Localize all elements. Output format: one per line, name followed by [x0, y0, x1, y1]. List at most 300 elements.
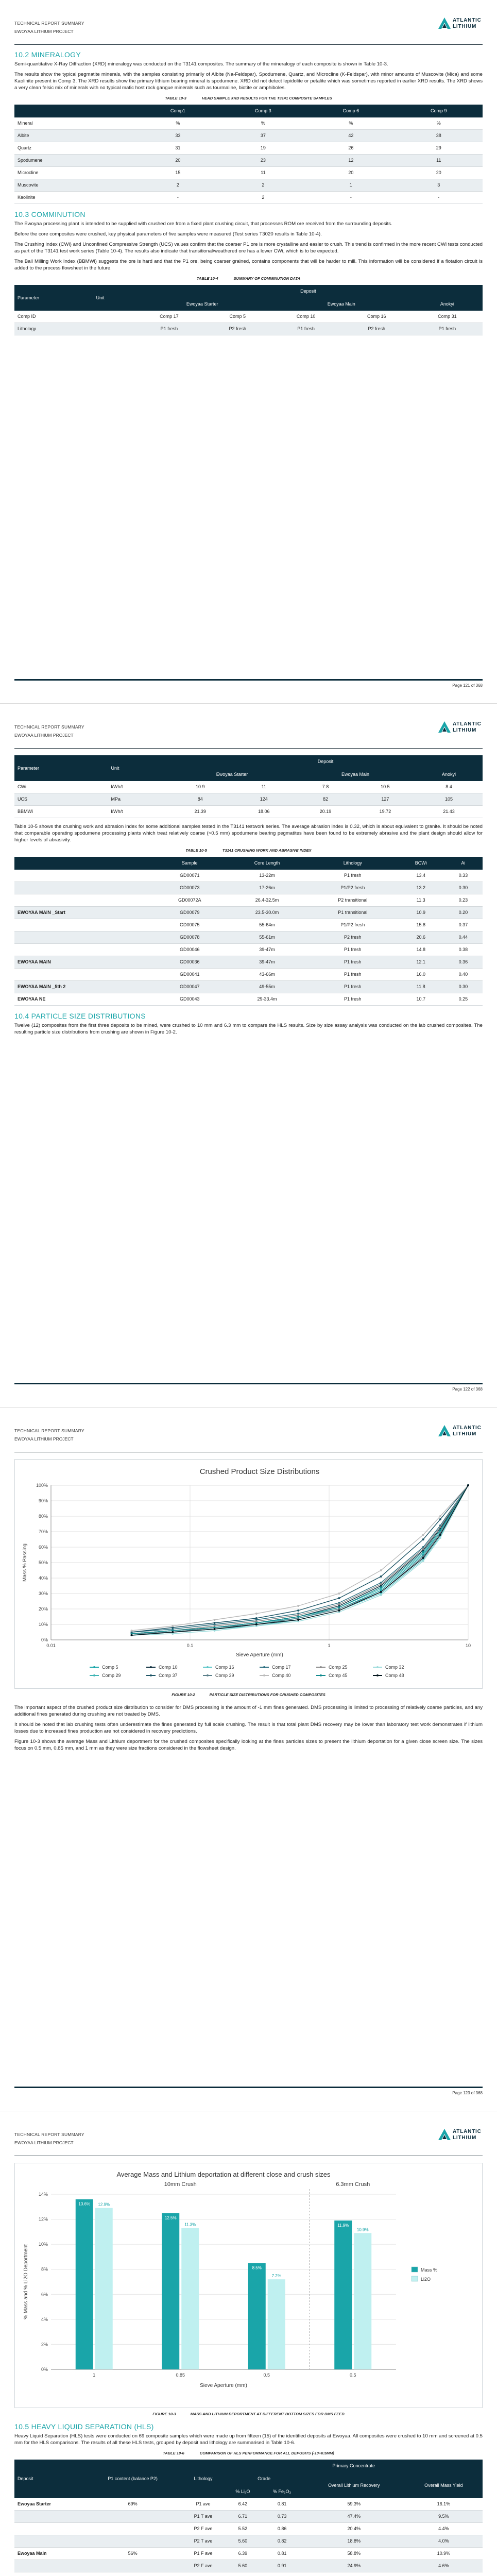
table-cell: 55-64m: [227, 919, 307, 931]
table-cell: [14, 944, 152, 956]
data-label-li2o: 12.9%: [98, 2202, 110, 2207]
table-cell: 84: [168, 793, 232, 806]
table-cell: 10.7: [398, 993, 444, 1006]
table-cell: P2 F ave: [181, 2560, 225, 2572]
y-tick-label: 40%: [38, 1575, 48, 1581]
table-cell: Comp ID: [14, 311, 93, 323]
atlantic-chevron-icon: [438, 18, 451, 29]
table-header-cell: Primary Concentrate: [225, 2460, 483, 2472]
table-row: [14, 2535, 483, 2548]
table-cell: 12: [307, 155, 395, 167]
chart-title: Crushed Product Size Distributions: [199, 1467, 320, 1476]
table-cell: EWOYAA MAIN: [14, 956, 152, 969]
y-tick-label: 0%: [41, 1637, 48, 1642]
psd-chart: [15, 1460, 482, 1686]
table-header-cell: Core Length: [227, 857, 307, 870]
paragraph: The results show the typical pegmatite minerals, with the samples consisting primarily of Albite (Na-Feldspar), Spodumene, Quartz, and Microcline (K-Feldspar), with minor amounts of Muscovite (Mica) and some Kaolinite present in Comp 3. The XRD results show the primary lithium bearing mineral is spodumene. XRD did not detect lepidolite or petalite which was sometimes reported in earlier XRD results. The XRD shows a very clean felsic mix of minerals with no typical mafic host rock gangue minerals such as tourmaline, biotite or amphiboles.: [14, 72, 483, 91]
table-header-cell: % Fe₂O₃: [261, 2485, 303, 2498]
table-cell: GD00043: [152, 993, 227, 1006]
table-cell: 43-66m: [227, 969, 307, 981]
table-cell: 2: [136, 179, 219, 192]
table-row: [14, 117, 483, 130]
page-footer: [14, 2087, 483, 2095]
data-point: [131, 1630, 133, 1632]
legend-marker: [207, 1666, 209, 1668]
table-cell: 0.20: [444, 907, 483, 919]
table-cell: 20: [395, 167, 483, 179]
table-header-cell: Deposit: [168, 755, 483, 768]
data-label-mass: 11.9%: [337, 2223, 349, 2228]
legend-marker: [93, 1674, 95, 1676]
legend-label: Comp 48: [385, 1673, 404, 1678]
table-cell: 15.8: [398, 919, 444, 931]
table-cell: P1 fresh: [307, 981, 398, 993]
data-point: [422, 1548, 424, 1550]
table-header-cell: Ewoyaa Starter: [168, 768, 296, 781]
table-cell: 0.25: [444, 993, 483, 1006]
table-header-cell: Parameter: [14, 755, 108, 781]
table-cell: [84, 2511, 182, 2523]
table-row: [14, 323, 483, 335]
atlantic-lithium-logo: [436, 1424, 483, 1443]
table-cell: Albite: [14, 130, 136, 142]
report-page-2: [0, 704, 497, 1408]
page-content: [14, 2163, 483, 2576]
page-footer: [14, 1383, 483, 1392]
logo-line2: LITHIUM: [453, 727, 477, 733]
legend-marker: [207, 1674, 209, 1676]
table-caption: TABLE 10-3 HEAD SAMPLE XRD RESULTS FOR THE T3141 COMPOSITE SAMPLES: [165, 96, 332, 100]
table-header-cell: Anokyi: [415, 768, 483, 781]
data-point: [422, 1534, 424, 1536]
y-tick-label: 2%: [41, 2342, 48, 2347]
paragraph: The important aspect of the crushed product size distribution to consider for DMS processing is the amount of -1 mm fines generated. DMS processing is limited to processing of relatively coarse particles, and any additional fines generated during crushing are not treated by DMS.: [14, 1705, 483, 1717]
legend-label: Comp 45: [329, 1673, 348, 1678]
table-cell: 9.5%: [405, 2511, 483, 2523]
table-cell: 0.82: [261, 2535, 303, 2548]
table-cell: 18.8%: [303, 2535, 405, 2548]
y-tick-label: 4%: [41, 2316, 48, 2322]
report-title: TECHNICAL REPORT SUMMARY: [14, 1428, 84, 1433]
data-point: [439, 1526, 441, 1528]
logo-line2: LITHIUM: [453, 24, 477, 29]
table-cell: 11: [219, 167, 307, 179]
legend-label: Comp 5: [102, 1665, 118, 1670]
table-cell: Ewoyaa Starter: [14, 2498, 84, 2511]
paragraph: The Ewoyaa processing plant is intended to be supplied with crushed ore from a fixed plant crushing circuit, that processes ROM ore received from the surrounding deposits.: [14, 221, 392, 227]
chart-title: Average Mass and Lithium deportation at different close and crush sizes: [116, 2171, 331, 2178]
paragraph: The Ball Milling Work Index (BBMWi) suggests the ore is hard and that the P1 ore, being coarser grained, contains components that will be harder to mill. This information will be considered if a flotation circuit is added to the process flowsheet in the future.: [14, 259, 483, 271]
table-cell: 15: [136, 167, 219, 179]
table-cell: 0.86: [261, 2523, 303, 2535]
table-cell: 47.4%: [303, 2511, 405, 2523]
data-point: [380, 1594, 382, 1596]
data-point: [297, 1616, 299, 1618]
y-tick-label: 90%: [38, 1498, 48, 1503]
table-cell: 0.37: [444, 919, 483, 931]
page-number: Page 123 of 368: [452, 2091, 483, 2095]
table-row: [14, 142, 483, 155]
paragraph: The Crushing Index (CWi) and Unconfined Compressive Strength (UCS) values confirm that the coarser P1 ore is more crystalline and easier to crush. This trend is confirmed in the more recent CWi tests conducted as part of the T3141 test work series (Table 10-4). The results also indicate that transitional/weathered ore has a lower CWi, which is to be expected.: [14, 242, 483, 254]
report-title: TECHNICAL REPORT SUMMARY: [14, 21, 84, 26]
bar-mass: [248, 2263, 266, 2369]
header-divider: [14, 44, 483, 45]
page-footer: [14, 679, 483, 688]
data-point: [338, 1592, 340, 1595]
atlantic-lithium-logo: [436, 2128, 483, 2146]
atlantic-chevron-icon: [438, 1425, 451, 1436]
table-cell: 14.8: [398, 944, 444, 956]
group-title: 6.3mm Crush: [336, 2181, 370, 2188]
table-row: [14, 969, 483, 981]
table-cell: 6.39: [225, 2548, 261, 2560]
table-cell: 17-26m: [227, 882, 307, 894]
table-header-cell: Grade: [225, 2472, 303, 2485]
table-cell: 0.33: [444, 870, 483, 882]
y-tick-label: 12%: [38, 2216, 48, 2222]
table-cell: 38: [395, 130, 483, 142]
bar-li2o: [95, 2208, 113, 2369]
logo-line1: ATLANTIC: [453, 18, 482, 23]
y-tick-label: 80%: [38, 1514, 48, 1519]
table-header-cell: Anokyi: [412, 298, 483, 311]
table-cell: 56%: [84, 2548, 182, 2560]
bar-mass: [76, 2199, 93, 2369]
table-header-cell: Ai: [444, 857, 483, 870]
legend-marker: [376, 1674, 379, 1676]
data-point: [297, 1605, 299, 1607]
table-row: [14, 956, 483, 969]
table-cell: 11: [232, 781, 296, 793]
table-header-cell: P1 content (balance P2): [84, 2460, 182, 2498]
legend-label: Comp 40: [272, 1673, 291, 1678]
table-cell: GD00079: [152, 907, 227, 919]
data-point: [255, 1617, 258, 1619]
table-cell: 5.60: [225, 2535, 261, 2548]
table-header-cell: Unit: [108, 755, 168, 781]
table-cell: 7.8: [296, 781, 355, 793]
data-point: [297, 1619, 299, 1621]
data-point: [214, 1628, 216, 1630]
table-cell: 124: [232, 793, 296, 806]
page-header: [14, 18, 483, 50]
hls-table: [14, 2460, 483, 2572]
table-cell: P1 ave: [181, 2498, 225, 2511]
table-cell: Ewoyaa Main: [14, 2548, 84, 2560]
atlantic-chevron-icon: [438, 2129, 451, 2140]
paragraph: Table 10-5 shows the crushing work and abrasion index for some additional samples tested in the T3141 testwork series. The average abrasion index is 0.32, which is about equivalent to granite. It should be noted that comparable operating spodumene processing plants which treat relatively coarse (>0.5 mm) spodumene bearing pegmatites have been found to be extremely abrasive and the plant design should allow for higher levels of abrasivity.: [14, 824, 483, 843]
table-header-cell: Unit: [93, 285, 134, 311]
table-cell: GD00046: [152, 944, 227, 956]
table-cell: [84, 2523, 182, 2535]
x-tick-label: 10: [465, 1643, 471, 1648]
table-row: [14, 781, 483, 793]
data-label-li2o: 7.2%: [271, 2274, 281, 2279]
table-cell: 24.9%: [303, 2560, 405, 2572]
table-cell: kWh/t: [108, 806, 168, 818]
y-tick-label: 20%: [38, 1606, 48, 1612]
table-cell: 26: [307, 142, 395, 155]
data-point: [338, 1606, 340, 1608]
x-tick-label: 0.1: [186, 1643, 194, 1648]
psd-chart-container: [14, 1459, 483, 1689]
series-line: [132, 1485, 468, 1632]
table-cell: 21.43: [415, 806, 483, 818]
table-cell: [14, 2535, 84, 2548]
project-name: EWOYAA LITHIUM PROJECT: [14, 29, 74, 34]
table-cell: 2: [219, 192, 307, 204]
table-cell: P1 fresh: [307, 969, 398, 981]
data-label-li2o: 10.9%: [356, 2227, 369, 2232]
table-header-cell: Comp 9: [395, 105, 483, 117]
deportment-chart-container: [14, 2163, 483, 2408]
table-cell: 16.1%: [405, 2498, 483, 2511]
table-cell: -: [136, 192, 219, 204]
data-point: [422, 1560, 424, 1562]
table-cell: 69%: [84, 2498, 182, 2511]
table-cell: 13.4: [398, 870, 444, 882]
table-row: [14, 2498, 483, 2511]
y-tick-label: 8%: [41, 2266, 48, 2272]
legend-marker: [150, 1666, 152, 1668]
table-cell: P2 transitional: [307, 894, 398, 907]
legend-marker: [150, 1674, 152, 1676]
table-row: [14, 167, 483, 179]
x-tick-label: 0.01: [46, 1643, 56, 1648]
table-cell: GD00075: [152, 919, 227, 931]
table-row: [14, 981, 483, 993]
x-tick-label: 0.85: [176, 2372, 185, 2378]
table-cell: P1 fresh: [307, 870, 398, 882]
table-cell: 8.4: [415, 781, 483, 793]
series-line: [132, 1485, 468, 1635]
group-title: 10mm Crush: [164, 2181, 197, 2188]
table-header-cell: Deposit: [14, 2460, 84, 2498]
table-cell: -: [307, 192, 395, 204]
table-cell: 39-47m: [227, 944, 307, 956]
report-title: TECHNICAL REPORT SUMMARY: [14, 724, 84, 730]
table-cell: P2 F ave: [181, 2523, 225, 2535]
legend-marker: [320, 1666, 322, 1668]
legend-marker: [263, 1674, 265, 1676]
table-cell: Comp 17: [134, 311, 204, 323]
table-cell: GD00047: [152, 981, 227, 993]
table-row: [14, 993, 483, 1006]
table-cell: P1 fresh: [271, 323, 341, 335]
table-cell: 105: [415, 793, 483, 806]
table-cell: MPa: [108, 793, 168, 806]
x-tick-label: 1: [93, 2372, 96, 2378]
table-cell: 13.2: [398, 882, 444, 894]
table-cell: P1 fresh: [307, 956, 398, 969]
data-point: [338, 1609, 340, 1612]
paragraph: Semi-quantitative X-Ray Diffraction (XRD) mineralogy was conducted on the T3141 composites. The summary of the mineralogy of each composite is shown in Table 10-3.: [14, 61, 388, 67]
table-cell: 31: [136, 142, 219, 155]
data-point: [214, 1622, 216, 1624]
section-title-hls: 10.5 HEAVY LIQUID SEPARATION (HLS): [14, 2422, 154, 2431]
table-cell: 20: [307, 167, 395, 179]
table-cell: P1 fresh: [134, 323, 204, 335]
table-header-cell: Lithology: [307, 857, 398, 870]
table-cell: 11: [395, 155, 483, 167]
table-row: [14, 192, 483, 204]
table-cell: 0.81: [261, 2548, 303, 2560]
data-point: [422, 1557, 424, 1559]
table-cell: 10.5: [355, 781, 415, 793]
table-header-cell: Comp 3: [219, 105, 307, 117]
table-cell: 0.81: [261, 2498, 303, 2511]
table-cell: Quartz: [14, 142, 136, 155]
table-cell: 55-61m: [227, 931, 307, 944]
data-point: [255, 1623, 258, 1625]
data-point: [380, 1583, 382, 1585]
table-cell: Spodumene: [14, 155, 136, 167]
legend-label: Comp 17: [272, 1665, 291, 1670]
table-cell: 0.38: [444, 944, 483, 956]
table-row: [14, 2560, 483, 2572]
table-cell: P1 transitional: [307, 907, 398, 919]
x-tick-label: 1: [328, 1643, 331, 1648]
table-cell: [84, 2560, 182, 2572]
table-cell: kWh/t: [108, 781, 168, 793]
table-cell: 6.42: [225, 2498, 261, 2511]
x-axis-label: Sieve Aperture (mm): [200, 2383, 247, 2388]
table-header-cell: Ewoyaa Starter: [134, 298, 271, 311]
table-cell: %: [395, 117, 483, 130]
paragraph: It should be noted that lab crushing tests often underestimate the fines generated by full scale crushing. The result is that total plant DMS recovery may be lower than laboratory test work demonstrates if lithium losses due to increased fines production are not considered in recovery predictions.: [14, 1722, 483, 1734]
table-cell: 11.3: [398, 894, 444, 907]
data-point: [214, 1619, 216, 1621]
project-name: EWOYAA LITHIUM PROJECT: [14, 733, 74, 738]
table-cell: 23.5-30.0m: [227, 907, 307, 919]
figure-caption: FIGURE 10-3 MASS AND LITHIUM DEPORTMENT AT DIFFERENT BOTTOM SIZES FOR DMS FEED: [152, 2412, 345, 2416]
table-cell: 13-22m: [227, 870, 307, 882]
table-cell: P1 fresh: [307, 944, 398, 956]
table-caption: TABLE 10-6 COMPARISON OF HLS PERFORMANCE FOR ALL DEPOSITS (-10+0.5MM): [163, 2451, 334, 2455]
figure-caption: FIGURE 10-2 PARTICLE SIZE DISTRIBUTIONS FOR CRUSHED COMPOSITES: [172, 1692, 325, 1697]
page-header: [14, 721, 483, 754]
table-cell: [93, 311, 134, 323]
legend-label: Comp 39: [215, 1673, 234, 1678]
table-cell: 5.52: [225, 2523, 261, 2535]
table-cell: 0.73: [261, 2511, 303, 2523]
table-cell: 0.36: [444, 956, 483, 969]
legend-label: Comp 25: [329, 1665, 348, 1670]
table-caption: TABLE 10-5 T3141 CRUSHING WORK AND ABRASIVE INDEX: [185, 848, 312, 853]
table-row: [14, 179, 483, 192]
comminution-table-continued: [14, 755, 483, 818]
series-line: [132, 1485, 468, 1635]
table-row: [14, 155, 483, 167]
data-point: [380, 1591, 382, 1593]
table-cell: [93, 323, 134, 335]
legend-label: Comp 16: [215, 1665, 234, 1670]
data-label-mass: 12.5%: [164, 2215, 177, 2221]
table-cell: [84, 2535, 182, 2548]
comminution-table: [14, 285, 483, 335]
table-cell: EWOYAA MAIN _5th 2: [14, 981, 152, 993]
table-cell: 10.9%: [405, 2548, 483, 2560]
table-cell: 29: [395, 142, 483, 155]
table-header-cell: [14, 857, 152, 870]
x-tick-label: 0.5: [349, 2372, 356, 2378]
data-point: [422, 1551, 424, 1553]
table-cell: Comp 5: [204, 311, 271, 323]
data-label-mass: 13.6%: [78, 2201, 91, 2207]
table-row: [14, 2523, 483, 2535]
table-row: [14, 130, 483, 142]
table-cell: 0.30: [444, 981, 483, 993]
table-cell: 42: [307, 130, 395, 142]
y-tick-label: 100%: [36, 1483, 48, 1488]
table-row: [14, 907, 483, 919]
table-cell: 39-47m: [227, 956, 307, 969]
paragraph: Figure 10-3 shows the average Mass and Lithium deportment for the crushed composites specifically looking at the fines particles sizes to present the lithium deportation for a given close screen size. The sizes focus on 0.5 mm, 0.85 mm, and 1 mm as they were size fractions considered in the flowsheet design.: [14, 1739, 483, 1751]
page-header: [14, 2129, 483, 2162]
project-name: EWOYAA LITHIUM PROJECT: [14, 1436, 74, 1442]
table-cell: Mineral: [14, 117, 136, 130]
table-cell: [14, 919, 152, 931]
series-line: [132, 1485, 468, 1635]
atlantic-lithium-logo: [436, 16, 483, 35]
header-divider: [14, 748, 483, 749]
table-cell: 4.4%: [405, 2523, 483, 2535]
table-cell: 58.8%: [303, 2548, 405, 2560]
table-row: [14, 793, 483, 806]
page-number: Page 121 of 368: [452, 683, 483, 688]
data-point: [255, 1613, 258, 1615]
table-row: [14, 944, 483, 956]
data-point: [297, 1609, 299, 1612]
table-row: [14, 931, 483, 944]
table-cell: EWOYAA NE: [14, 993, 152, 1006]
x-axis-label: Sieve Aperture (mm): [236, 1652, 283, 1658]
table-cell: UCS: [14, 793, 108, 806]
table-cell: [14, 870, 152, 882]
table-cell: 4.6%: [405, 2560, 483, 2572]
table-cell: P1 fresh: [307, 993, 398, 1006]
page-header: [14, 1425, 483, 1458]
table-cell: 23: [219, 155, 307, 167]
data-point: [172, 1625, 174, 1627]
bar-li2o: [181, 2228, 199, 2369]
table-cell: 20.6: [398, 931, 444, 944]
table-cell: GD00078: [152, 931, 227, 944]
table-header-cell: Ewoyaa Main: [296, 768, 415, 781]
table-cell: Muscovite: [14, 179, 136, 192]
table-cell: 0.91: [261, 2560, 303, 2572]
table-cell: 20.4%: [303, 2523, 405, 2535]
table-cell: 49-55m: [227, 981, 307, 993]
table-cell: P2 T ave: [181, 2535, 225, 2548]
page-number: Page 122 of 368: [452, 1387, 483, 1392]
data-point: [172, 1631, 174, 1633]
y-tick-label: 10%: [38, 2242, 48, 2247]
legend-label: Comp 37: [159, 1673, 178, 1678]
table-cell: GD00041: [152, 969, 227, 981]
table-row: [14, 870, 483, 882]
deportment-chart: [15, 2163, 482, 2405]
bar-li2o: [354, 2233, 371, 2369]
y-tick-label: 10%: [38, 1622, 48, 1627]
paragraph: Twelve (12) composites from the first three deposits to be mined, were crushed to 10 mm and 6.3 mm to compare the HLS results. Size by size assay analysis was conducted on the lab crushed composites. The resulting particle size distributions from crushing are shown in Figure 10-2.: [14, 1023, 483, 1035]
table-header-cell: Deposit: [134, 285, 483, 298]
section-title-psd: 10.4 PARTICLE SIZE DISTRIBUTIONS: [14, 1012, 146, 1020]
table-cell: 20: [136, 155, 219, 167]
legend-marker: [93, 1666, 95, 1668]
page-content: [14, 755, 483, 1039]
atlantic-lithium-logo: [436, 720, 483, 739]
